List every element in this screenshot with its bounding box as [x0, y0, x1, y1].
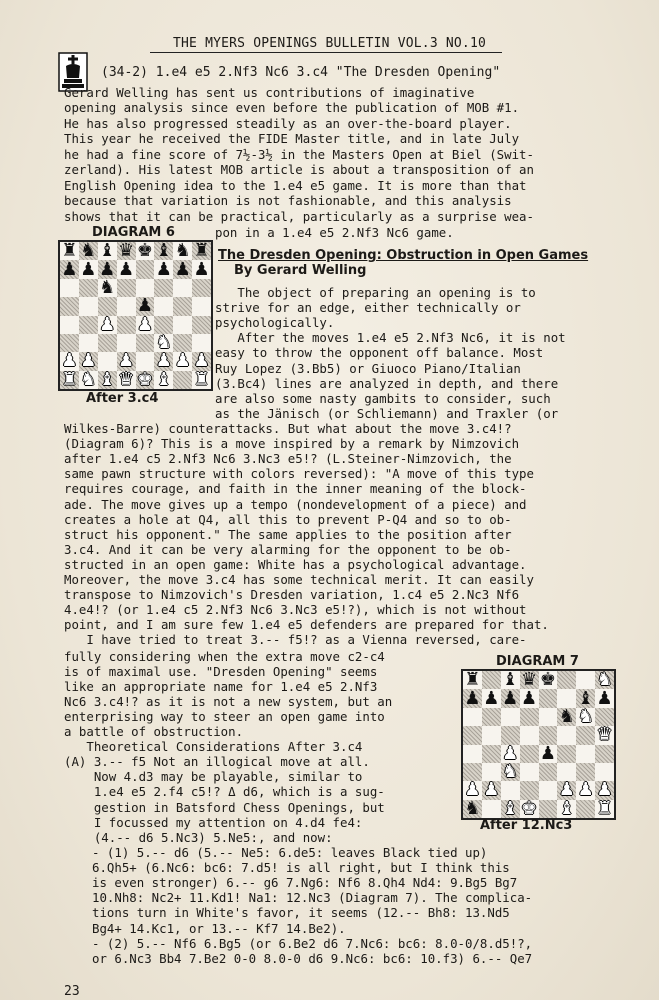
black-knight-icon: ♞ [464, 799, 481, 818]
black-pawn-icon: ♟ [483, 689, 500, 708]
text-line: 6.Qh5+ (6.Nc6: bc6: 7.d5! is all right, but I think this [92, 860, 510, 876]
text-line: Bg4+ 14.Kc1, or 13.-- Kf7 14.Be2). [92, 920, 346, 936]
text-line: as the Jänisch (or Schliemann) and Traxler (or [215, 405, 559, 421]
text-line: Gerard Welling has sent us contributions of imaginative [64, 85, 475, 100]
text-line: 10.Nh8: Nc2+ 11.Kd1! Na1: 12.Nc3 (Diagram 7). The complica- [92, 890, 533, 906]
board-square [136, 260, 155, 278]
white-rook-icon: ♜ [596, 799, 613, 818]
white-queen-icon: ♛ [596, 726, 613, 745]
black-pawn-icon: ♟ [174, 260, 191, 279]
white-pawn-icon: ♟ [483, 781, 500, 800]
board-square [576, 763, 595, 781]
text-line: English Opening idea to the 1.e4 e5 game. It is more than that [64, 177, 527, 193]
black-queen-icon: ♛ [117, 242, 135, 261]
text-line: like an appropriate name for 1.e4 e5 2.Nf3 [64, 679, 378, 695]
black-pawn-icon: ♟ [464, 689, 481, 708]
text-line: creates a hole at Q4, all this to prevent P-Q4 and so to ob- [64, 511, 512, 527]
black-bishop-icon: ♝ [577, 689, 594, 708]
black-king-icon: ♚ [539, 671, 556, 690]
board-square [501, 726, 520, 744]
board-square [576, 800, 595, 818]
board-square [520, 708, 539, 726]
board-square [539, 708, 558, 726]
black-knight-icon: ♞ [558, 707, 575, 727]
board-square [117, 279, 136, 297]
board-square [539, 763, 558, 781]
text-line: Wilkes-Barre) counterattacks. But what about the move 3.c4!? [64, 421, 512, 436]
diagram7-board [461, 669, 616, 820]
board-square [520, 763, 539, 781]
text-line: 4.e4!? (or 1.e4 c5 2.Nf3 Nc6 3.Nc3 e5!?), which is not without [64, 602, 527, 618]
text-line: Now 4.d3 may be playable, similar to [64, 769, 363, 785]
board-square [595, 708, 614, 726]
board-square [154, 279, 173, 297]
board-square [173, 316, 192, 334]
board-square [60, 316, 79, 334]
diagram7-caption: After 12.Nc3 [480, 818, 573, 833]
article-byline: By Gerard Welling [234, 263, 367, 278]
text-line: requires courage, and faith in the inner meaning of the block- [64, 481, 527, 497]
white-rook-icon: ♜ [193, 370, 210, 389]
black-queen-icon: ♛ [520, 671, 538, 690]
text-line: tions turn in White's favor, it seems (12.-- Bh8: 13.Nd5 [92, 905, 510, 921]
black-pawn-icon: ♟ [502, 689, 519, 708]
text-line: After the moves 1.e4 e5 2.Nf3 Nc6, it is not [215, 330, 566, 346]
white-bishop-icon: ♝ [502, 799, 519, 818]
board-square [463, 745, 482, 763]
text-line: I have tried to treat 3.-- f5!? as a Vienna reversed, care- [64, 632, 527, 648]
white-pawn-icon: ♟ [464, 781, 481, 800]
black-rook-icon: ♜ [464, 671, 481, 690]
text-line: because that variation is not fashionable, and this analysis [64, 193, 512, 209]
board-square [463, 726, 482, 744]
board-square [482, 763, 501, 781]
text-line: after 1.e4 c5 2.Nf3 Nc6 3.Nc3 e5!? (L.Steiner-Nimzovich, the [64, 451, 512, 467]
board-square [463, 708, 482, 726]
board-square [136, 334, 155, 352]
black-knight-icon: ♞ [99, 278, 116, 298]
board-square [60, 334, 79, 352]
text-line: a battle of obstruction. [64, 724, 244, 740]
board-square [79, 297, 98, 315]
board-square [539, 781, 558, 799]
board-square [136, 279, 155, 297]
white-pawn-icon: ♟ [174, 352, 191, 371]
board-square [539, 726, 558, 744]
white-pawn-icon: ♟ [596, 781, 613, 800]
diagram7-label: DIAGRAM 7 [496, 654, 579, 669]
black-bishop-icon: ♝ [155, 242, 172, 261]
article-title: The Dresden Opening: Obstruction in Open Games [218, 248, 589, 263]
board-square [520, 726, 539, 744]
board-square [501, 708, 520, 726]
text-line: fully considering when the extra move c2-c4 [64, 649, 385, 664]
board-square [501, 781, 520, 799]
white-pawn-icon: ♟ [577, 781, 594, 800]
board-square [482, 800, 501, 818]
text-line: (3.Bc4) lines are analyzed in depth, and there [215, 375, 559, 391]
page-number: 23 [64, 984, 80, 999]
text-line: transpose to Nimzovich's Dresden variation, 1.c4 e5 2.Nc3 Nf6 [64, 587, 520, 603]
diagram6-caption: After 3.c4 [86, 391, 159, 406]
black-pawn-icon: ♟ [193, 260, 210, 279]
board-square [98, 297, 117, 315]
white-king-icon: ♚ [136, 370, 153, 389]
board-square [557, 745, 576, 763]
text-line: are also some nasty gambits to consider, such [215, 390, 551, 406]
board-square [576, 726, 595, 744]
board-square [482, 671, 501, 689]
text-line: shows that it can be practical, particularly as a surprise wea- [64, 208, 534, 224]
header-rule [150, 52, 502, 53]
white-bishop-icon: ♝ [99, 370, 116, 389]
black-pawn-icon: ♟ [520, 689, 538, 708]
text-line: - (1) 5.-- d6 (5.-- Ne5: 6.de5: leaves Black tied up) [92, 845, 488, 860]
black-rook-icon: ♜ [193, 242, 210, 261]
text-line: zerland). His latest MOB article is about a transposition of an [64, 162, 534, 178]
board-square [520, 781, 539, 799]
text-line: (34-2) 1.e4 e5 2.Nf3 Nc6 3.c4 "The Dresden Opening" [101, 65, 501, 80]
white-pawn-icon: ♟ [117, 352, 135, 371]
board-square [154, 316, 173, 334]
text-line: strive for an edge, either technically or [215, 300, 521, 316]
black-king-icon: ♚ [136, 242, 153, 261]
black-knight-icon: ♞ [174, 242, 191, 261]
black-pawn-icon: ♟ [539, 744, 556, 763]
text-line: 3.c4. And it can be very alarming for the opponent to be ob- [64, 541, 512, 557]
text-line: easy to throw the opponent off balance. Most [215, 345, 544, 361]
black-pawn-icon: ♟ [99, 260, 116, 279]
white-knight-icon: ♞ [80, 370, 97, 389]
text-line: Nc6 3.c4!? as it is not a new system, but an [64, 694, 393, 710]
text-line: Ruy Lopez (3.Bb5) or Giuoco Piano/Italian [215, 360, 521, 376]
white-pawn-icon: ♟ [155, 352, 172, 371]
text-line: psychologically. [215, 315, 335, 331]
board-square [173, 334, 192, 352]
white-rook-icon: ♜ [61, 370, 78, 389]
board-square [98, 352, 117, 370]
text-line: (Diagram 6)? This is a move inspired by a remark by Nimzovich [64, 436, 520, 452]
text-line: - (2) 5.-- Nf6 6.Bg5 (or 6.Be2 d6 7.Nc6: bc6: 8.0-0/8.d5!?, [92, 935, 533, 951]
text-line: Theoretical Considerations After 3.c4 [64, 739, 363, 755]
black-bishop-icon: ♝ [502, 671, 519, 690]
white-pawn-icon: ♟ [80, 352, 97, 371]
text-line: He has also progressed steadily as an over-the-board player. [64, 115, 512, 131]
text-line: The object of preparing an opening is to [215, 285, 536, 300]
board-square [60, 297, 79, 315]
white-knight-icon: ♞ [596, 671, 613, 690]
board-square [60, 279, 79, 297]
white-pawn-icon: ♟ [99, 315, 116, 334]
text-line: I focussed my attention on 4.d4 fe4: [64, 814, 363, 830]
board-square [539, 689, 558, 707]
board-square [79, 316, 98, 334]
text-line: (A) 3.-- f5 Not an illogical move at all. [64, 754, 370, 770]
text-line: (4.-- d6 5.Nc3) 5.Ne5:, and now: [64, 829, 333, 845]
board-square [192, 316, 211, 334]
white-knight-icon: ♞ [502, 762, 519, 782]
text-line: same pawn structure with colors reversed): "A move of this type [64, 466, 534, 482]
text-line: or 6.Nc3 Bb4 7.Be2 0-0 8.0-0 d6 9.Nc6: bc6: 10.f3) 6.-- Qe7 [92, 950, 533, 966]
board-square [117, 297, 136, 315]
board-square [173, 297, 192, 315]
board-square [482, 708, 501, 726]
white-pawn-icon: ♟ [193, 352, 210, 371]
black-pawn-icon: ♟ [136, 297, 153, 316]
black-pawn-icon: ♟ [596, 689, 613, 708]
black-pawn-icon: ♟ [61, 260, 78, 279]
text-line: enterprising way to steer an open game into [64, 709, 385, 725]
board-square [98, 334, 117, 352]
board-square [173, 371, 192, 389]
board-square [595, 745, 614, 763]
white-pawn-icon: ♟ [558, 781, 575, 800]
text-line: ade. The move gives up a tempo (nondevelopment of a piece) and [64, 496, 527, 512]
white-king-icon: ♚ [520, 799, 538, 818]
board-square [463, 763, 482, 781]
black-rook-icon: ♜ [61, 242, 78, 261]
board-square [136, 352, 155, 370]
board-square [482, 745, 501, 763]
board-square [154, 297, 173, 315]
white-knight-icon: ♞ [577, 707, 594, 727]
board-square [79, 279, 98, 297]
text-line: 1.e4 e5 2.f4 c5!? Δ d6, which is a sug- [64, 784, 385, 800]
text-line: he had a fine score of 7½-3½ in the Masters Open at Biel (Swit- [64, 146, 534, 162]
white-pawn-icon: ♟ [502, 744, 519, 763]
white-queen-icon: ♛ [117, 370, 135, 389]
board-square [482, 726, 501, 744]
white-pawn-icon: ♟ [136, 315, 153, 334]
board-square [79, 334, 98, 352]
board-square [557, 763, 576, 781]
text-line: opening analysis since even before the publication of MOB #1. [64, 100, 520, 116]
board-square [173, 279, 192, 297]
board-square [192, 297, 211, 315]
text-line: struct his opponent." The same applies to the position after [64, 526, 512, 542]
text-line: This year he received the FIDE Master title, and in late July [64, 131, 520, 147]
board-square [192, 279, 211, 297]
black-pawn-icon: ♟ [117, 260, 135, 279]
black-bishop-icon: ♝ [99, 242, 116, 261]
black-knight-icon: ♞ [80, 242, 97, 261]
diagram6-label: DIAGRAM 6 [92, 225, 175, 240]
white-bishop-icon: ♝ [155, 370, 172, 389]
white-bishop-icon: ♝ [558, 799, 575, 818]
board-square [520, 745, 539, 763]
text-line: is of maximal use. "Dresden Opening" seems [64, 664, 378, 680]
board-square [595, 763, 614, 781]
board-square [539, 800, 558, 818]
board-square [192, 334, 211, 352]
board-square [117, 316, 136, 334]
text-line: structed in an open game: White has a psychological advantage. [64, 556, 527, 572]
text-line: Moreover, the move 3.c4 has some technical merit. It can easily [64, 572, 534, 587]
black-pawn-icon: ♟ [80, 260, 97, 279]
white-pawn-icon: ♟ [61, 352, 78, 371]
diagram6-board [58, 240, 213, 391]
bulletin-header: THE MYERS OPENINGS BULLETIN VOL.3 NO.10 [172, 36, 487, 51]
board-square [557, 726, 576, 744]
board-square [576, 671, 595, 689]
text-line: is even stronger) 6.-- g6 7.Ng6: Nf6 8.Qh4 Nd4: 9.Bg5 Bg7 [92, 875, 518, 891]
text-line: gestion in Batsford Chess Openings, but [64, 799, 385, 815]
black-pawn-icon: ♟ [155, 260, 172, 279]
board-square [557, 689, 576, 707]
text-line: point, and I am sure few 1.e4 e5 defenders are prepared for that. [64, 617, 549, 633]
article-text-line: pon in a 1.e4 e5 2.Nf3 Nc6 game. [215, 225, 454, 240]
board-square [576, 745, 595, 763]
white-knight-icon: ♞ [155, 333, 172, 353]
board-square [117, 334, 136, 352]
board-square [557, 671, 576, 689]
